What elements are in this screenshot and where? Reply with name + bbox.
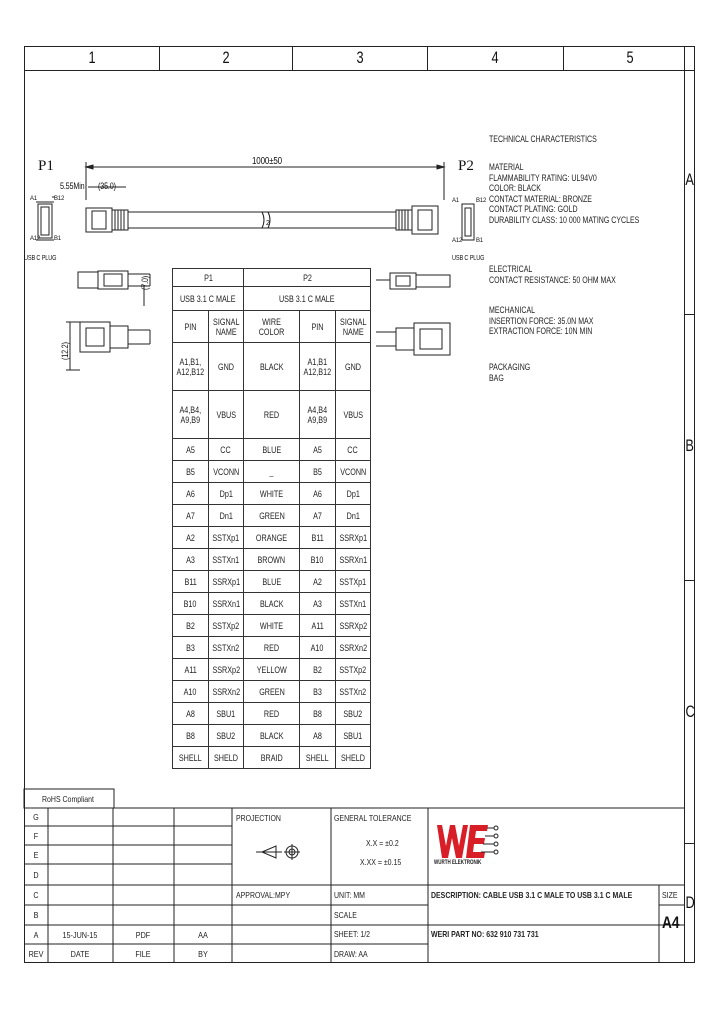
table-cell: SBU1 <box>208 703 244 725</box>
part-number: WERI PART NO: 632 910 731 731 <box>431 929 539 939</box>
p1-plug-label: USB C PLUG <box>24 255 57 262</box>
description-label: DESCRIPTION: CABLE USB 3.1 C MALE TO USB 3.1 C MALE <box>431 890 633 900</box>
table-cell: RED <box>244 703 300 725</box>
table-cell: SHELL <box>173 747 209 769</box>
table-cell: GND <box>208 343 244 391</box>
table-cell: A10 <box>173 681 209 703</box>
rev-letter: A <box>33 930 39 940</box>
rev-a-file: PDF <box>135 930 151 940</box>
pin-label: B1 <box>476 238 483 244</box>
approval-label: APPROVAL:MPY <box>236 890 291 900</box>
p1-table-sub: USB 3.1 C MALE <box>180 293 236 304</box>
row-letter: A <box>685 170 694 189</box>
table-cell: A8 <box>173 703 209 725</box>
table-cell: B2 <box>173 615 209 637</box>
tolerance-x: X.X = ±0.2 <box>366 838 399 848</box>
table-cell: B2 <box>300 659 336 681</box>
table-cell: BROWN <box>244 549 300 571</box>
tolerance-xx: X.XX = ±0.15 <box>360 857 402 867</box>
table-cell: RED <box>244 391 300 439</box>
pin-label: A12 <box>30 236 41 242</box>
table-cell: SSRXp2 <box>335 615 371 637</box>
table-cell: SSTXp2 <box>335 659 371 681</box>
table-cell: WHITE <box>244 615 300 637</box>
row-letter: B <box>685 436 694 455</box>
table-cell: SSRXp1 <box>208 571 244 593</box>
table-cell: A7 <box>300 505 336 527</box>
table-cell: SBU1 <box>335 725 371 747</box>
table-cell: BRAID <box>244 747 300 769</box>
pin-label: B12 <box>54 196 65 202</box>
height-dimension: (12.2) <box>60 342 70 360</box>
table-cell: A2 <box>173 527 209 549</box>
pin-label: B1 <box>54 236 61 242</box>
table-cell: RED <box>244 637 300 659</box>
table-cell: B10 <box>173 593 209 615</box>
pin-label: A1 <box>452 198 459 204</box>
pin-label: A1 <box>30 196 37 202</box>
table-cell: VCONN <box>335 461 371 483</box>
table-cell: A11 <box>300 615 336 637</box>
size-label: SIZE <box>662 890 678 900</box>
column-number: 4 <box>491 48 499 67</box>
column-number: 3 <box>356 48 364 67</box>
table-cell: VBUS <box>335 391 371 439</box>
table-cell: B8 <box>300 703 336 725</box>
table-cell: SSTXn2 <box>208 637 244 659</box>
table-cell: A11 <box>173 659 209 681</box>
rev-letter: G <box>33 812 39 822</box>
table-cell: A3 <box>173 549 209 571</box>
rev-letter: E <box>33 850 39 860</box>
table-cell: A6 <box>300 483 336 505</box>
table-cell: B11 <box>173 571 209 593</box>
table-cell: SSTXn2 <box>335 681 371 703</box>
table-cell: A2 <box>300 571 336 593</box>
width-dimension: (7.0) <box>140 275 150 290</box>
table-cell: B5 <box>173 461 209 483</box>
min-dimension: 5.55Min <box>60 181 85 191</box>
table-cell: SSTXp2 <box>208 615 244 637</box>
column-number: 1 <box>88 48 96 67</box>
p2-label: P2 <box>458 158 474 174</box>
table-cell: SSRXp1 <box>335 527 371 549</box>
rev-letter: F <box>33 831 39 841</box>
pin-label: B12 <box>476 198 487 204</box>
p1-label: P1 <box>38 158 54 174</box>
rohs-label: RoHS Compliant <box>42 794 94 804</box>
electrical-block: ELECTRICAL CONTACT RESISTANCE: 50 OHM MAX <box>489 264 616 285</box>
row-letter: C <box>685 702 695 721</box>
table-cell: SSRXn2 <box>208 681 244 703</box>
rev-a-date: 15-JUN-15 <box>62 930 98 940</box>
p2-table-sub: USB 3.1 C MALE <box>279 293 335 304</box>
table-cell: SHELL <box>300 747 336 769</box>
table-cell: Dp1 <box>208 483 244 505</box>
table-cell: BLUE <box>244 439 300 461</box>
table-cell: B5 <box>300 461 336 483</box>
table-cell: SHELD <box>208 747 244 769</box>
table-cell: SBU2 <box>335 703 371 725</box>
table-cell: Dp1 <box>335 483 371 505</box>
table-cell: VCONN <box>208 461 244 483</box>
table-cell: BLACK <box>244 725 300 747</box>
table-cell: B3 <box>173 637 209 659</box>
rev-letter: C <box>33 890 39 900</box>
tech-heading: TECHNICAL CHARACTERISTICS <box>489 134 597 144</box>
material-block: MATERIAL FLAMMABILITY RATING: UL94V0 COLOR: BLACK CONTACT MATERIAL: BRONZE CONTACT PLATING: GOLD DURABILITY CLASS: 10 000 MATING CYCLES <box>489 162 640 225</box>
table-cell: A5 <box>300 439 336 461</box>
table-cell: B8 <box>173 725 209 747</box>
table-cell: BLACK <box>244 593 300 615</box>
table-cell: B11 <box>300 527 336 549</box>
table-cell: SSRXp2 <box>208 659 244 681</box>
tolerance-label: GENERAL TOLERANCE <box>334 813 412 823</box>
p2-table-title: P2 <box>302 272 312 283</box>
rev-letter: D <box>33 870 39 880</box>
pin-label: A12 <box>452 238 463 244</box>
column-number: 5 <box>626 48 634 67</box>
p1-table-title: P1 <box>203 272 213 283</box>
table-cell: A3 <box>300 593 336 615</box>
table-cell: A1,B1 A12,B12 <box>300 343 336 391</box>
length-dimension: 1000±50 <box>252 156 282 167</box>
mechanical-block: MECHANICAL INSERTION FORCE: 35.0N MAX EXTRACTION FORCE: 10N MIN <box>489 305 594 336</box>
table-cell: GREEN <box>244 505 300 527</box>
date-header: DATE <box>70 949 90 959</box>
table-cell: A10 <box>300 637 336 659</box>
table-cell: WHITE <box>244 483 300 505</box>
rev-letter: B <box>33 910 39 920</box>
cable-mark: 2 <box>266 220 270 227</box>
table-cell: SSTXn1 <box>335 593 371 615</box>
table-cell: SSRXn1 <box>335 549 371 571</box>
rev-a-by: AA <box>198 930 208 940</box>
table-cell: GREEN <box>244 681 300 703</box>
table-cell: B3 <box>300 681 336 703</box>
connector-dimension: (35.0) <box>98 181 116 191</box>
by-header: BY <box>198 949 208 959</box>
column-number: 2 <box>222 48 230 67</box>
p2-plug-label: USB C PLUG <box>452 255 485 262</box>
sheet-label: SHEET: 1/2 <box>334 929 371 939</box>
table-cell: A4,B4 A9,B9 <box>300 391 336 439</box>
logo-text: WÜRTH ELEKTRONIK <box>434 860 482 866</box>
table-cell: A4,B4, A9,B9 <box>173 391 209 439</box>
table-cell: Dn1 <box>208 505 244 527</box>
table-cell: YELLOW <box>244 659 300 681</box>
rev-header: REV <box>28 949 44 959</box>
table-cell: CC <box>208 439 244 461</box>
wurth-logo-mark <box>437 825 498 858</box>
table-cell: A1,B1, A12,B12 <box>173 343 209 391</box>
table-cell: _ <box>244 461 300 483</box>
projection-label: PROJECTION <box>236 813 281 823</box>
table-cell: SSTXp1 <box>208 527 244 549</box>
table-cell: SSRXn2 <box>335 637 371 659</box>
table-cell: SHELD <box>335 747 371 769</box>
table-cell: SBU2 <box>208 725 244 747</box>
table-cell: SSTXp1 <box>335 571 371 593</box>
row-letter: D <box>685 893 695 912</box>
size-value: A4 <box>662 913 680 932</box>
table-cell: Dn1 <box>335 505 371 527</box>
table-cell: A6 <box>173 483 209 505</box>
table-cell: VBUS <box>208 391 244 439</box>
table-cell: SSTXn1 <box>208 549 244 571</box>
table-cell: ORANGE <box>244 527 300 549</box>
table-header-row: PIN SIGNAL NAME WIRE COLOR PIN SIGNAL NAME <box>173 311 371 343</box>
table-cell: B10 <box>300 549 336 571</box>
table-cell: BLACK <box>244 343 300 391</box>
packaging-block: PACKAGING BAG <box>489 362 531 383</box>
table-cell: A5 <box>173 439 209 461</box>
table-cell: A8 <box>300 725 336 747</box>
unit-label: UNIT: MM <box>334 890 365 900</box>
table-cell: GND <box>335 343 371 391</box>
table-cell: A7 <box>173 505 209 527</box>
file-header: FILE <box>135 949 151 959</box>
table-cell: SSRXn1 <box>208 593 244 615</box>
draw-label: DRAW: AA <box>334 949 368 959</box>
table-cell: BLUE <box>244 571 300 593</box>
scale-label: SCALE <box>334 910 357 920</box>
table-cell: CC <box>335 439 371 461</box>
